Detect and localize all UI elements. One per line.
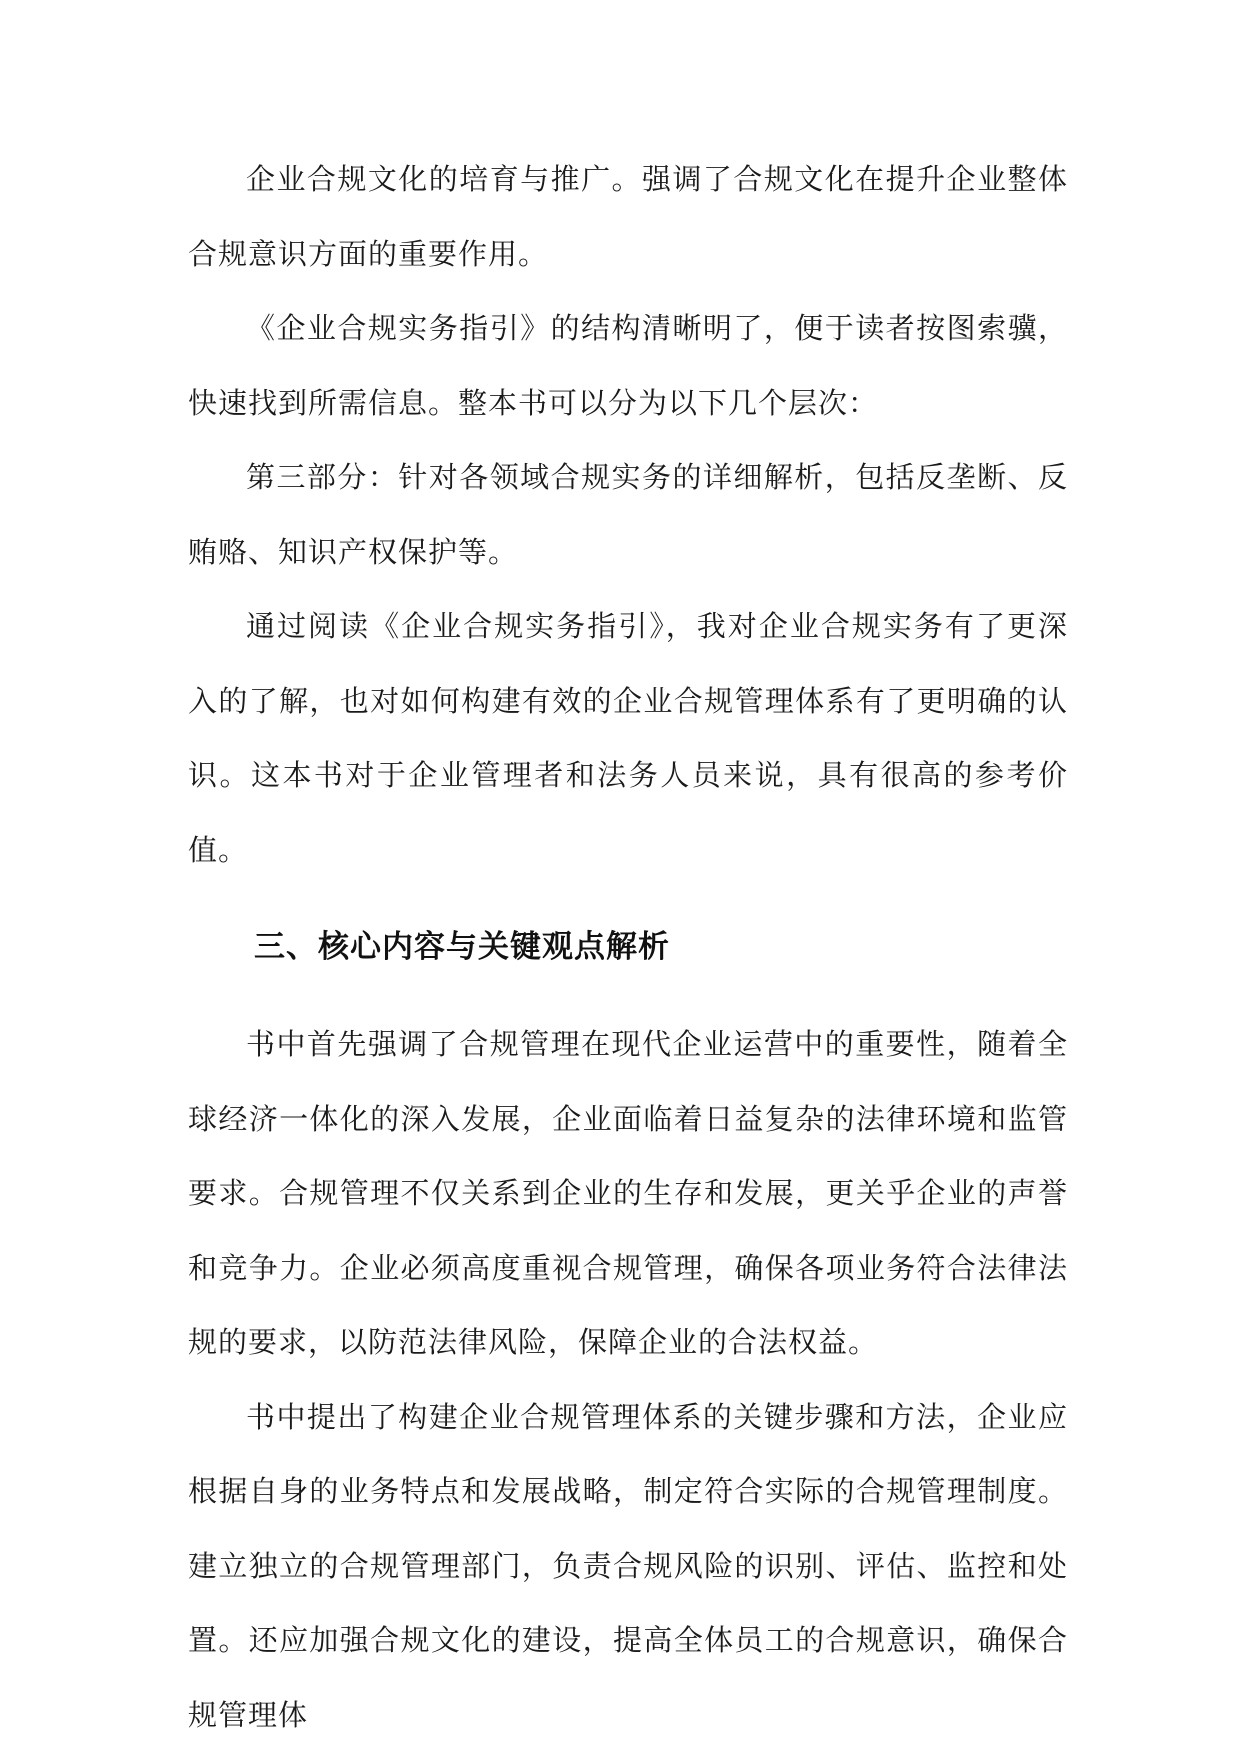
paragraph-compliance-culture: 企业合规文化的培育与推广。强调了合规文化在提升企业整体合规意识方面的重要作用。 [188,162,1068,271]
paragraph-reading-summary: 通过阅读《企业合规实务指引》，我对企业合规实务有了更深入的了解，也对如何构建有效的企业合规管理体系有了更明确的认识。这本书对于企业管理者和法务人员来说，具有很高的参考价值。 [188,609,1068,867]
paragraph-importance-of-compliance: 书中首先强调了合规管理在现代企业运营中的重要性，随着全球经济一体化的深入发展，企业面临着日益复杂的法律环境和监管要求。合规管理不仅关系到企业的生存和发展，更关乎企业的声誉和竞争力。企业必须高度重视合规管理，确保各项业务符合法律法规的要求，以防范法律风险，保障企业的合法权益。 [188,1027,1068,1359]
paragraph-book-structure: 《企业合规实务指引》的结构清晰明了，便于读者按图索骥，快速找到所需信息。整本书可以分为以下几个层次： [188,311,1068,420]
document-body [188,142,1068,1752]
section-heading: 三、核心内容与关键观点解析 [254,929,670,965]
paragraph-building-compliance-system: 书中提出了构建企业合规管理体系的关键步骤和方法，企业应根据自身的业务特点和发展战略，制定符合实际的合规管理制度。建立独立的合规管理部门，负责合规风险的识别、评估、监控和处置。还应加强合规文化的建设，提高全体员工的合规意识，确保合规管理体 [188,1399,1068,1732]
paragraph-part-three: 第三部分：针对各领域合规实务的详细解析，包括反垄断、反贿赂、知识产权保护等。 [188,460,1068,569]
